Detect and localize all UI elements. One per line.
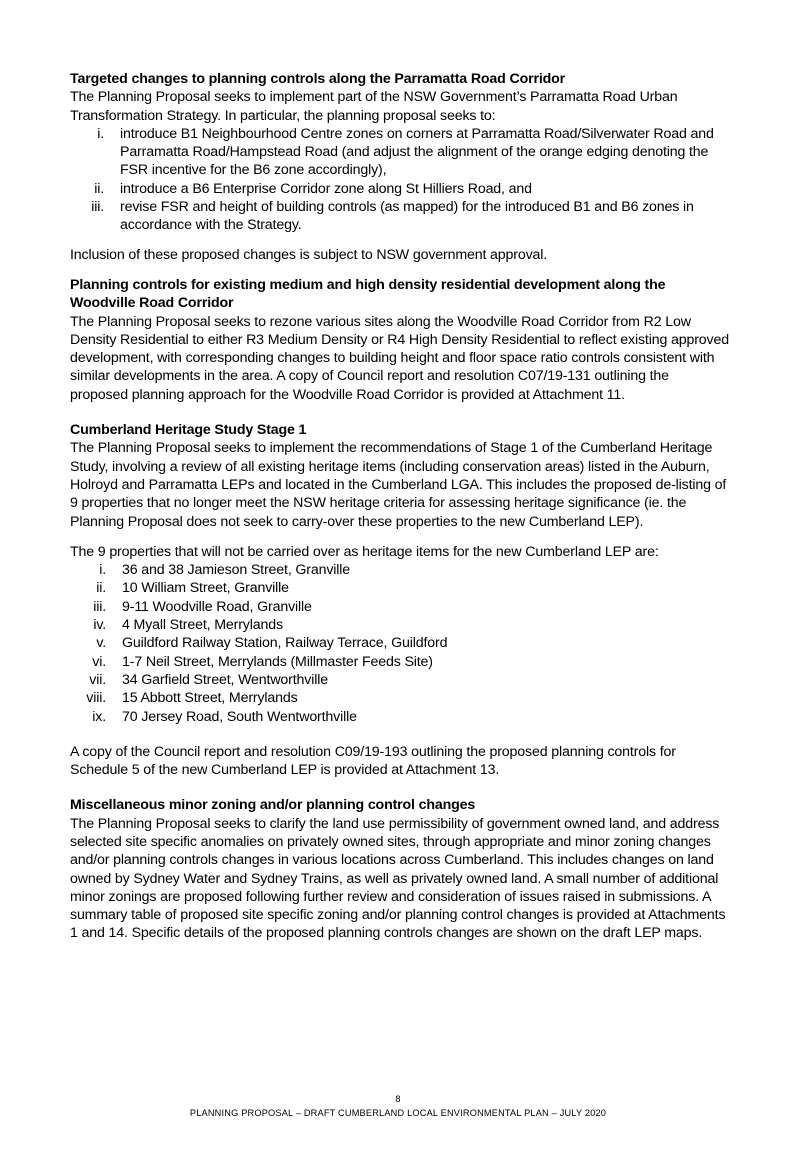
list-item: [70, 653, 730, 671]
section-intro: The Planning Proposal seeks to implement part of the NSW Government’s Parramatta Road Urban Transformation Strategy. In particular, the planning proposal seeks to:: [70, 89, 678, 124]
list-item-text: 15 Abbott Street, Merrylands: [122, 690, 298, 707]
heritage-list-intro: The 9 properties that will not be carried over as heritage items for the new Cumberland LEP are:: [70, 543, 659, 560]
list-item: [70, 634, 730, 652]
list-item: [70, 671, 730, 689]
list-item-number: vii.: [89, 671, 106, 688]
list-item-text: introduce a B6 Enterprise Corridor zone along St Hilliers Road, and: [120, 180, 532, 197]
list-item: [70, 198, 730, 235]
list-item: [70, 180, 730, 198]
section-heading: Targeted changes to planning controls along the Parramatta Road Corridor: [70, 71, 566, 87]
list-item-number: ii.: [94, 180, 104, 197]
list-item-text: 36 and 38 Jamieson Street, Granville: [122, 562, 351, 579]
list-item-number: i.: [99, 562, 106, 579]
list-item-number: ix.: [92, 708, 106, 725]
section-miscellaneous-changes: [70, 796, 730, 942]
section-heritage-study: [70, 421, 730, 779]
section-heading: Planning controls for existing medium and high density residential development along the Woodville Road Corridor: [70, 276, 666, 312]
list-item: [70, 598, 730, 616]
section-heading: Miscellaneous minor zoning and/or planning control changes: [70, 797, 476, 814]
section-woodville-road: [70, 276, 730, 404]
list-item-text: 10 William Street, Granville: [122, 580, 289, 597]
section-body: The Planning Proposal seeks to clarify the land use permissibility of government owned land, and address selected site specific anomalies on privately owned sites, through appropriate and minor zoning changes and/or planning controls changes in various locations across Cumberland. This includes changes on land owned by Sydney Water and Sydney Trains, as well as privately owned land. A small number of additional minor zonings are proposed following further review and consideration of issues raised in submissions. A summary table of proposed site specific zoning and/or planning control changes is provided at Attachments 1 and 14. Specific details of the proposed planning controls changes are shown on the draft LEP maps.: [70, 815, 726, 942]
list-item-number: iii.: [91, 199, 104, 216]
list-item-number: v.: [96, 635, 106, 652]
list-item: [70, 561, 730, 579]
list-item-number: vi.: [92, 653, 106, 670]
list-item-number: ii.: [96, 580, 106, 597]
list-item-number: viii.: [86, 690, 106, 707]
section-body: The Planning Proposal seeks to rezone various sites along the Woodville Road Corridor from R2 Low Density Residential to either R3 Medium Density or R4 High Density Residential to reflect existing approved development, with corresponding changes to building height and floor space ratio controls consistent with similar developments in the area. A copy of Council report and resolution C07/19-131 outlining the proposed planning approach for the Woodville Road Corridor is provided at Attachment 11.: [70, 313, 729, 403]
list-item-text: 9-11 Woodville Road, Granville: [122, 598, 312, 615]
list-item-number: iii.: [93, 598, 106, 615]
section-body: The Planning Proposal seeks to implement the recommendations of Stage 1 of the Cumberland Heritage Study, involving a review of all existing heritage items (including conservation areas) listed in the Auburn, Holroyd and Parramatta LEPs and located in the Cumberland LGA. This includes the proposed de-listing of 9 properties that no longer meet the NSW heritage criteria for assessing heritage significance (ie. the Planning Proposal does not seek to carry-over these properties to the new Cumberland LEP).: [70, 440, 727, 530]
list-item-text: 1-7 Neil Street, Merrylands (Millmaster Feeds Site): [122, 653, 433, 670]
list-item-number: i.: [97, 125, 104, 142]
list-item: [70, 125, 730, 180]
list-item-text: 4 Myall Street, Merrylands: [122, 617, 283, 634]
heritage-properties-list: [70, 561, 730, 726]
list-item-text: Guildford Railway Station, Railway Terrace, Guildford: [122, 635, 448, 652]
approval-note: Inclusion of these proposed changes is subject to NSW government approval.: [70, 246, 548, 263]
list-item-text: 34 Garfield Street, Wentworthville: [122, 671, 328, 688]
list-item-text: revise FSR and height of building controls (as mapped) for the introduced B1 and B6 zones in accordance with the Strategy.: [120, 199, 694, 234]
list-item: [70, 689, 730, 707]
list-item-number: iv.: [93, 617, 106, 634]
list-item: [70, 616, 730, 634]
document-page: [70, 70, 730, 943]
page-footer: PLANNING PROPOSAL – DRAFT CUMBERLAND LOCAL ENVIRONMENTAL PLAN – JULY 2020: [189, 1108, 607, 1118]
list-item: [70, 579, 730, 597]
page-number: 8: [395, 1094, 401, 1104]
parramatta-changes-list: [70, 125, 730, 235]
list-item-text: introduce B1 Neighbourhood Centre zones on corners at Parramatta Road/Silverwater Road and Parramatta Road/Hampstead Road (and adjust the alignment of the orange edging denoting the FSR incentive for the B6 zone accordingly),: [120, 125, 714, 179]
heritage-closing: A copy of the Council report and resolution C09/19-193 outlining the proposed planning controls for Schedule 5 of the new Cumberland LEP is provided at Attachment 13.: [70, 743, 676, 779]
section-heading: Cumberland Heritage Study Stage 1: [70, 422, 307, 439]
list-item: [70, 708, 730, 726]
list-item-text: 70 Jersey Road, South Wentworthville: [122, 708, 357, 725]
section-parramatta-road: [70, 70, 730, 264]
